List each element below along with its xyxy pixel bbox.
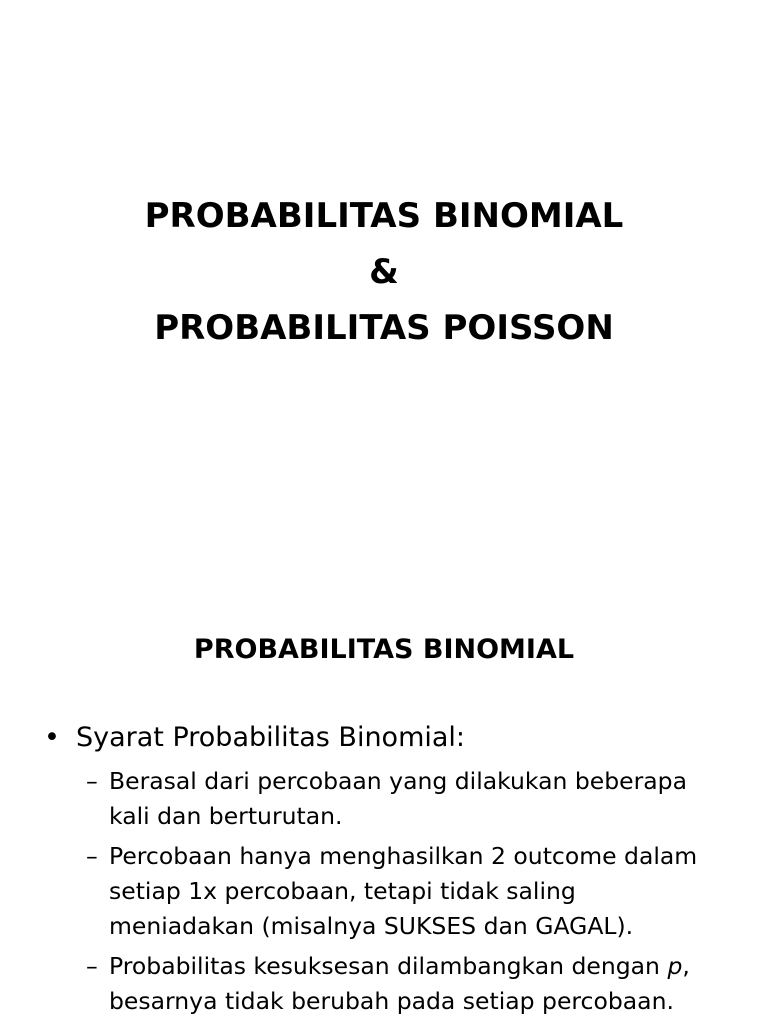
sub-bullet-line: besarnya tidak berubah pada setiap percobaan. xyxy=(109,987,674,1015)
variable-p: p xyxy=(667,952,683,980)
bullet-item xyxy=(44,714,744,762)
dash-marker: – xyxy=(86,842,98,870)
sub-bullet-item xyxy=(44,949,729,1019)
bullet-list xyxy=(44,714,744,1024)
sub-bullet-line: kali dan berturutan. xyxy=(109,802,343,830)
sub-bullet-line: setiap 1x percobaan, tetapi tidak saling xyxy=(109,877,576,905)
title-line-3: PROBABILITAS POISSON xyxy=(154,308,614,348)
sub-bullet-line: Percobaan hanya menghasilkan 2 outcome dalam xyxy=(109,842,698,870)
sub-bullet-line: Probabilitas kesuksesan dilambangkan dengan xyxy=(109,952,668,980)
dash-marker: – xyxy=(86,767,98,795)
slide-title xyxy=(0,188,768,356)
content-slide xyxy=(0,576,768,1024)
sub-bullet-line: Berasal dari percobaan yang dilakukan beberapa xyxy=(109,767,687,795)
comma: , xyxy=(682,952,690,980)
sub-bullet-list xyxy=(44,764,744,1019)
section-title: PROBABILITAS BINOMIAL xyxy=(193,634,575,665)
dash-marker: – xyxy=(86,952,98,980)
bullet-text: Syarat Probabilitas Binomial: xyxy=(76,722,466,753)
sub-bullet-line: meniadakan (misalnya SUKSES dan GAGAL). xyxy=(109,912,634,940)
title-line-1: PROBABILITAS BINOMIAL xyxy=(144,196,624,236)
sub-bullet-item xyxy=(44,839,729,944)
sub-bullet-item xyxy=(44,764,729,834)
bullet-dot: • xyxy=(44,722,60,753)
title-line-2: & xyxy=(369,252,399,292)
